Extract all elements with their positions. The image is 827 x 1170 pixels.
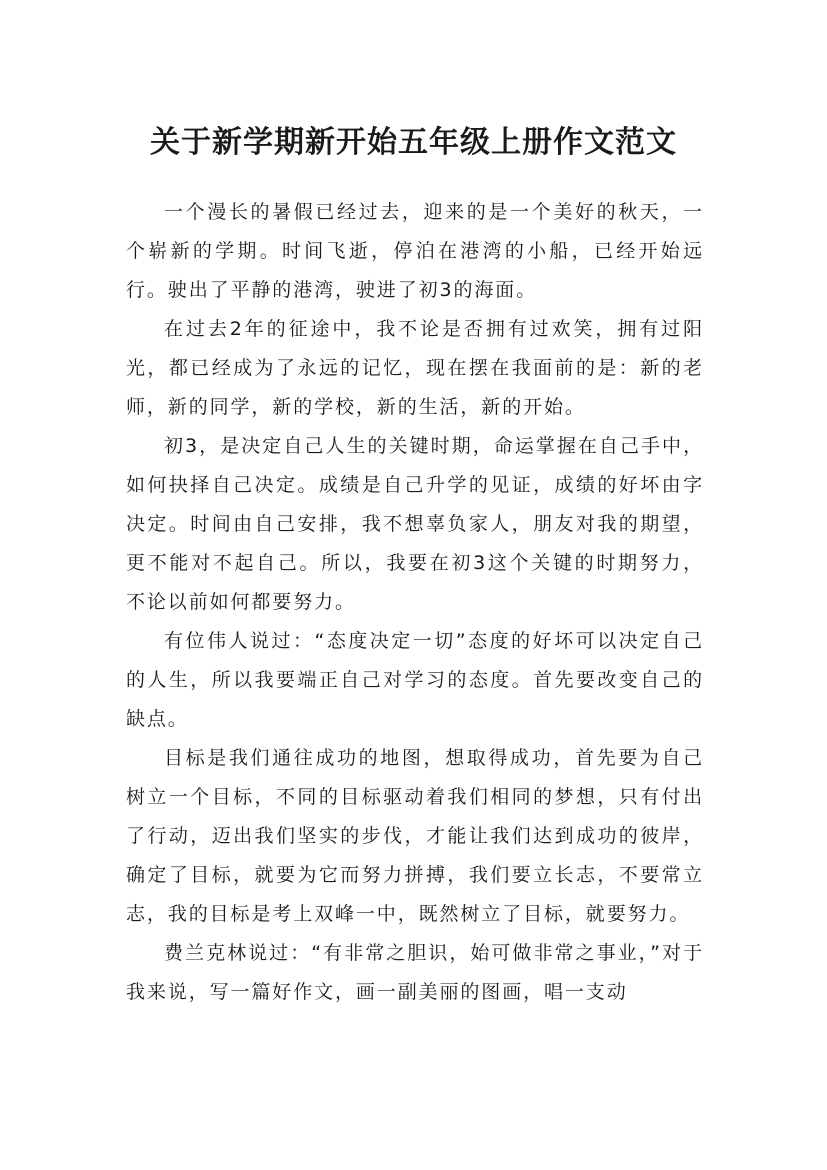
paragraph-6: 费兰克林说过：“有非常之胆识，始可做非常之事业，”对于我来说，写一篇好作文，画一副美丽的图画，唱一支动: [126, 942, 704, 1003]
paragraph-5: 目标是我们通往成功的地图，想取得成功，首先要为自己树立一个目标，不同的目标驱动着我们相同的梦想，只有付出了行动，迈出我们坚实的步伐，才能让我们达到成功的彼岸，确定了目标，就要为它而努力拼搏，我们要立长志，不要常立志，我的目标是考上双峰一中，既然树立了目标，就要努力。: [126, 747, 704, 925]
document-title: 关于新学期新开始五年级上册作文范文: [150, 125, 677, 161]
paragraph-4: 有位伟人说过：“态度决定一切”态度的好坏可以决定自己的人生，所以我要端正自己对学习的态度。首先要改变自己的缺点。: [126, 630, 704, 730]
paragraph-2: 在过去2年的征途中，我不论是否拥有过欢笑，拥有过阳光，都已经成为了永远的记忆，现在摆在我面前的是：新的老师，新的同学，新的学校，新的生活，新的开始。: [126, 318, 704, 418]
paragraph-3: 初3，是决定自己人生的关键时期，命运掌握在自己手中，如何抉择自己决定。成绩是自己升学的见证，成绩的好坏由字决定。时间由自己安排，我不想辜负家人，朋友对我的期望，更不能对不起自己。所以，我要在初3这个关键的时期努力，不论以前如何都要努力。: [126, 435, 704, 613]
paragraph-1: 一个漫长的暑假已经过去，迎来的是一个美好的秋天，一个崭新的学期。时间飞逝，停泊在港湾的小船，已经开始远行。驶出了平静的港湾，驶进了初3的海面。: [126, 201, 704, 301]
document-body: [126, 193, 704, 1012]
